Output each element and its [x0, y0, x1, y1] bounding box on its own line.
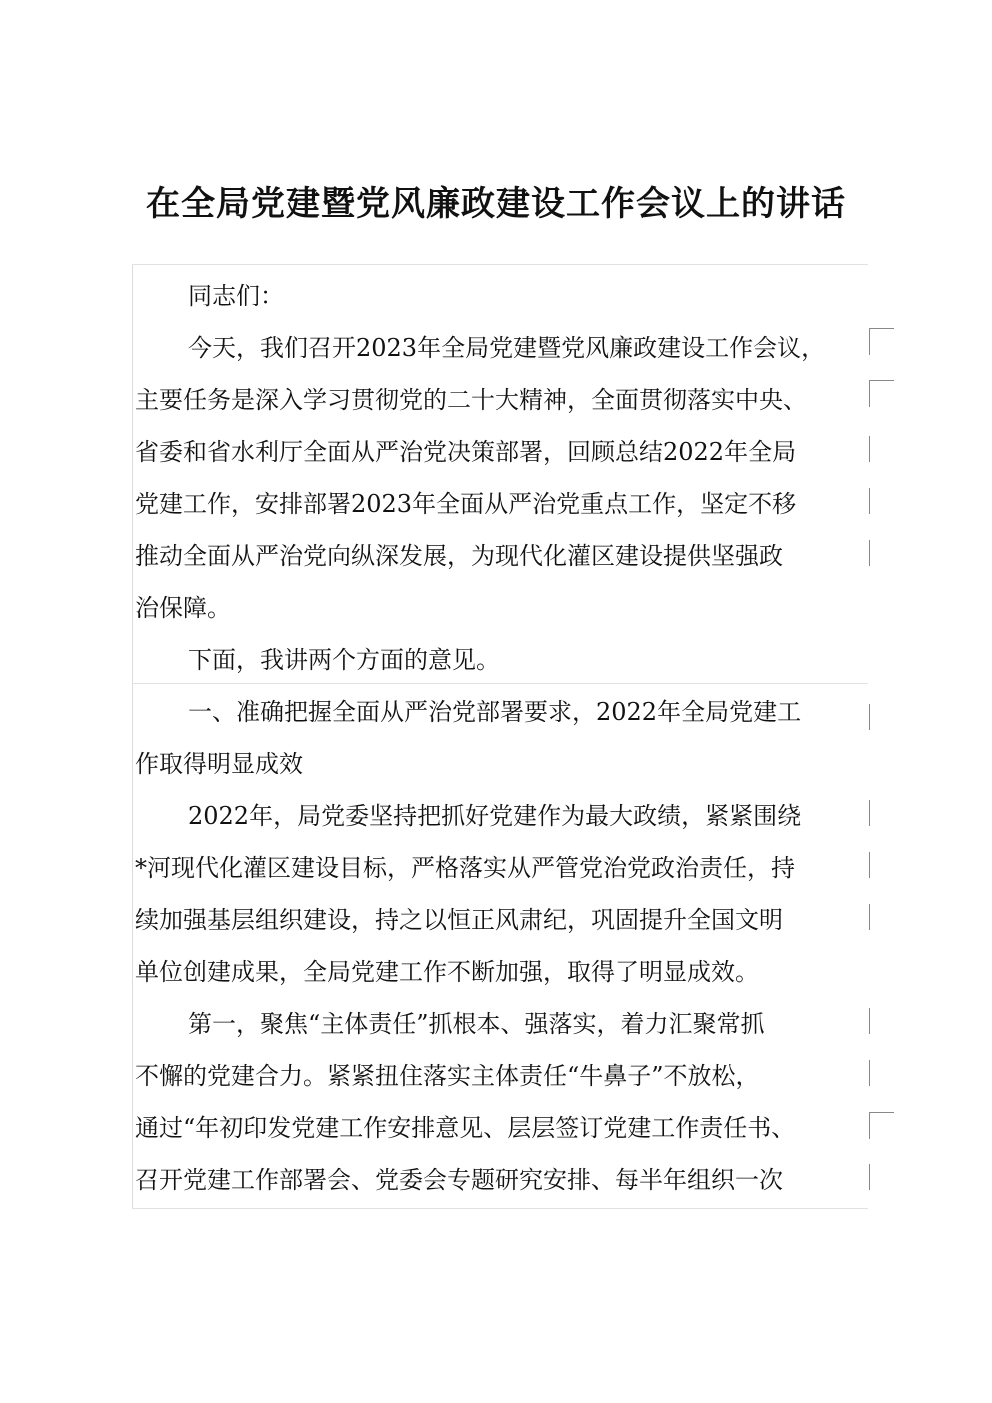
margin-corner-marker	[869, 1112, 894, 1139]
paragraph-line: *河现代化灌区建设目标，严格落实从严管党治党政治责任，持	[135, 854, 795, 882]
margin-corner-marker	[869, 328, 894, 355]
document-title: 在全局党建暨党风廉政建设工作会议上的讲话	[146, 184, 846, 224]
paragraph-line: 今天，我们召开2023年全局党建暨党风廉政建设工作会议，	[188, 334, 826, 362]
paragraph-line: 不懈的党建合力。紧紧扭住落实主体责任“牛鼻子”不放松，	[135, 1062, 760, 1090]
paragraph-line: 治保障。	[135, 594, 231, 622]
salutation: 同志们：	[188, 282, 284, 310]
margin-edge-marker	[869, 852, 870, 878]
paragraph-line: 第一，聚焦“主体责任”抓根本、强落实，着力汇聚常抓	[188, 1010, 765, 1038]
frame-section-line	[132, 683, 868, 684]
margin-edge-marker	[869, 704, 870, 730]
margin-edge-marker	[869, 1164, 870, 1190]
margin-edge-marker	[869, 540, 870, 566]
frame-bottom-line	[132, 1208, 868, 1209]
margin-corner-marker	[869, 380, 894, 407]
paragraph-line: 推动全面从严治党向纵深发展，为现代化灌区建设提供坚强政	[135, 542, 783, 570]
paragraph-line: 主要任务是深入学习贯彻党的二十大精神，全面贯彻落实中央、	[135, 386, 807, 414]
margin-edge-marker	[869, 1008, 870, 1034]
margin-edge-marker	[869, 488, 870, 514]
margin-edge-marker	[869, 800, 870, 826]
paragraph-line: 单位创建成果，全局党建工作不断加强，取得了明显成效。	[135, 958, 759, 986]
margin-edge-marker	[869, 436, 870, 462]
margin-edge-marker	[869, 904, 870, 930]
paragraph-line: 召开党建工作部署会、党委会专题研究安排、每半年组织一次	[135, 1166, 783, 1194]
paragraph-line: 下面，我讲两个方面的意见。	[188, 646, 500, 674]
paragraph-line: 党建工作，安排部署2023年全面从严治党重点工作，坚定不移	[135, 490, 797, 518]
frame-top-line	[132, 264, 868, 265]
margin-edge-marker	[869, 1060, 870, 1086]
paragraph-line: 续加强基层组织建设，持之以恒正风肃纪，巩固提升全国文明	[135, 906, 783, 934]
section-heading: 一、准确把握全面从严治党部署要求，2022年全局党建工	[188, 698, 802, 726]
paragraph-line: 2022年，局党委坚持把抓好党建作为最大政绩，紧紧围绕	[188, 802, 802, 830]
section-heading: 作取得明显成效	[135, 750, 303, 778]
paragraph-line: 通过“年初印发党建工作安排意见、层层签订党建工作责任书、	[135, 1114, 796, 1142]
paragraph-line: 省委和省水利厅全面从严治党决策部署，回顾总结2022年全局	[135, 438, 797, 466]
